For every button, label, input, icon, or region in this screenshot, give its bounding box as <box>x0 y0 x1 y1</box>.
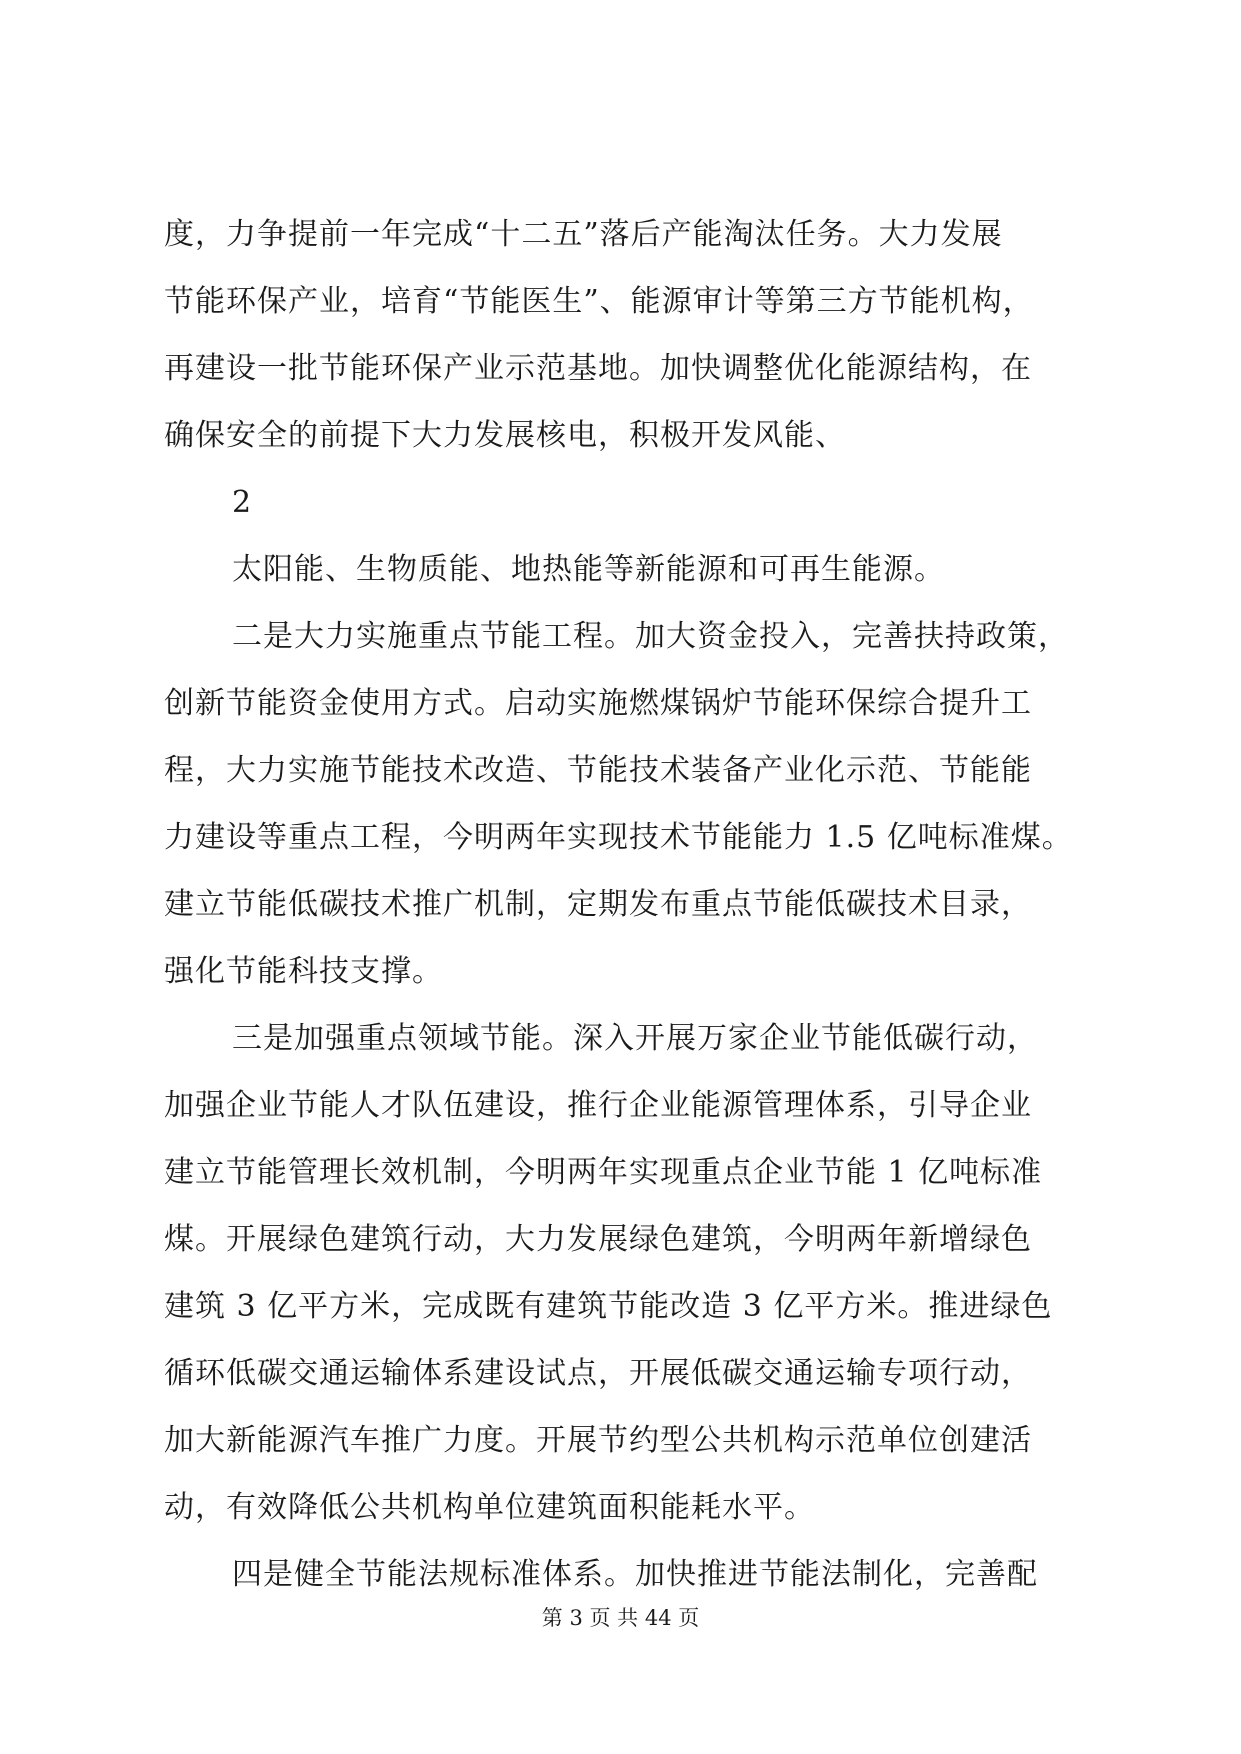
text-line: 煤。开展绿色建筑行动，大力发展绿色建筑，今明两年新增绿色 <box>164 1222 1032 1257</box>
text-line: 建立节能管理长效机制，今明两年实现重点企业节能 1 亿吨标准 <box>164 1155 1043 1190</box>
text-line: 程，大力实施节能技术改造、节能技术装备产业化示范、节能能 <box>164 753 1032 788</box>
text-line: 加强企业节能人才队伍建设，推行企业能源管理体系，引导企业 <box>164 1088 1032 1123</box>
inline-page-number: 2 <box>232 485 253 520</box>
text-line: 创新节能资金使用方式。启动实施燃煤锅炉节能环保综合提升工 <box>164 686 1032 721</box>
text-line: 动，有效降低公共机构单位建筑面积能耗水平。 <box>164 1490 815 1525</box>
paragraph-start-line: 二是大力实施重点节能工程。加大资金投入，完善扶持政策， <box>232 619 1069 654</box>
page-footer: 第 3 页 共 44 页 <box>541 1606 700 1630</box>
text-line: 度，力争提前一年完成“十二五”落后产能淘汰任务。大力发展 <box>164 217 1003 252</box>
text-line: 建立节能低碳技术推广机制，定期发布重点节能低碳技术目录， <box>164 887 1032 922</box>
text-line: 太阳能、生物质能、地热能等新能源和可再生能源。 <box>232 552 945 587</box>
text-line: 再建设一批节能环保产业示范基地。加快调整优化能源结构，在 <box>164 351 1032 386</box>
text-line: 节能环保产业，培育“节能医生”、能源审计等第三方节能机构， <box>164 284 1034 319</box>
text-line: 加大新能源汽车推广力度。开展节约型公共机构示范单位创建活 <box>164 1423 1032 1458</box>
text-line: 循环低碳交通运输体系建设试点，开展低碳交通运输专项行动， <box>164 1356 1032 1391</box>
text-line: 建筑 3 亿平方米，完成既有建筑节能改造 3 亿平方米。推进绿色 <box>164 1289 1053 1324</box>
text-line: 确保安全的前提下大力发展核电，积极开发风能、 <box>164 418 846 453</box>
text-line: 强化节能科技支撑。 <box>164 954 443 989</box>
text-line: 力建设等重点工程，今明两年实现技术节能能力 1.5 亿吨标准煤。 <box>164 820 1073 855</box>
paragraph-start-line: 三是加强重点领域节能。深入开展万家企业节能低碳行动， <box>232 1021 1038 1056</box>
paragraph-start-line: 四是健全节能法规标准体系。加快推进节能法制化，完善配 <box>232 1557 1038 1592</box>
